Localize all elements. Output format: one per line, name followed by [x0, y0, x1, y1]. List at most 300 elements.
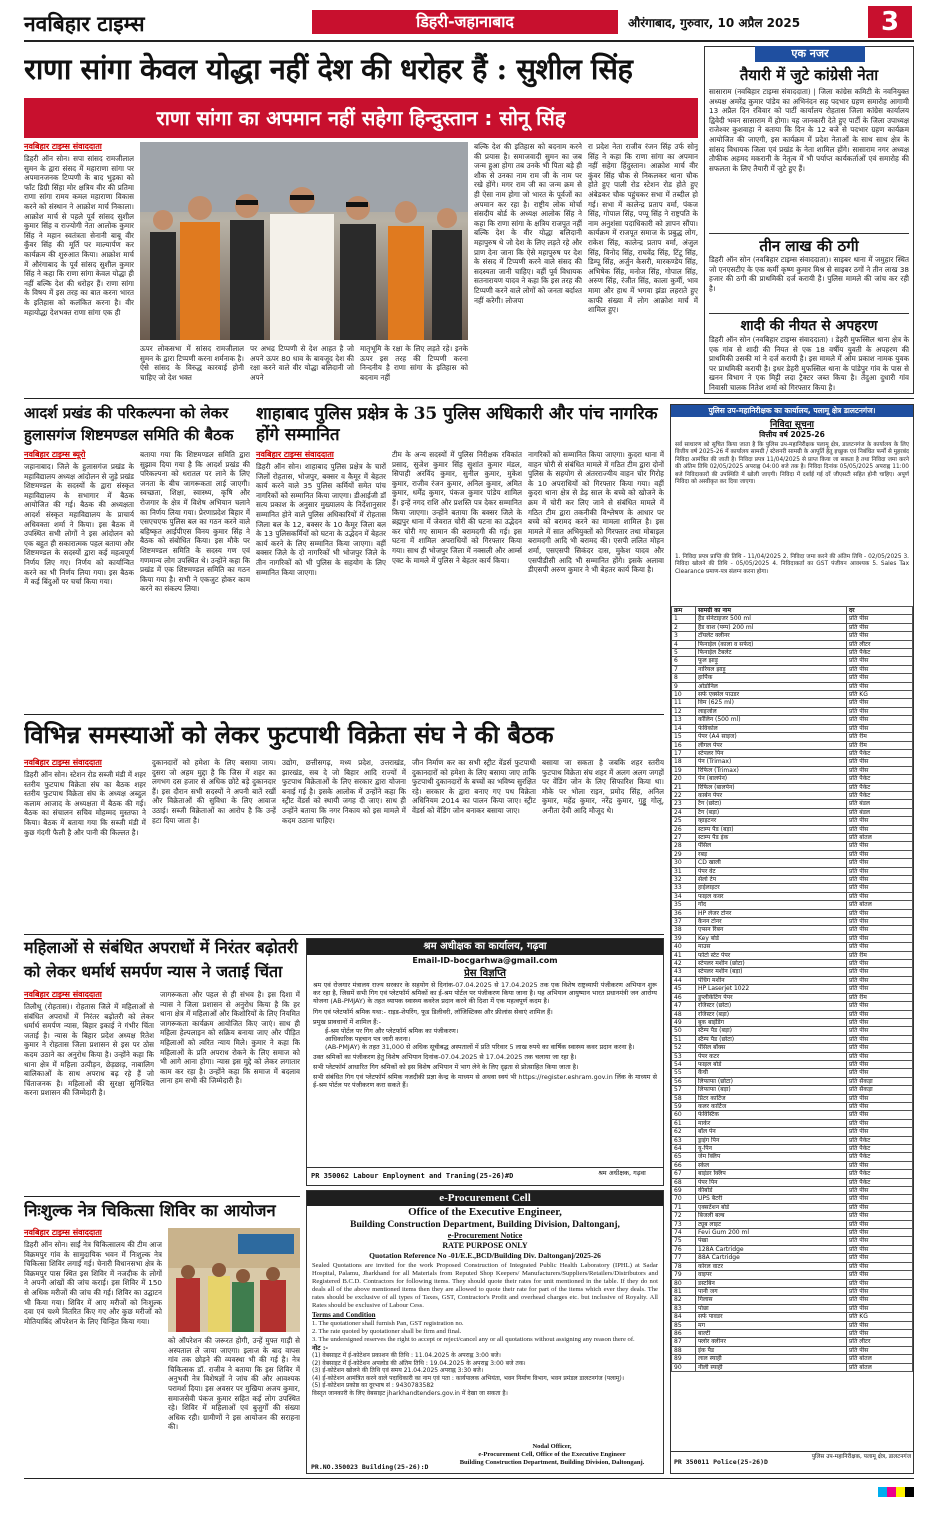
vendors-headline: विभिन्न समस्याओं को लेकर फुटपाथी विक्रेता संघ ने की बैठक	[24, 720, 554, 749]
tender-cell-rate: प्रति पीस	[847, 1321, 913, 1329]
tender-row	[672, 1069, 913, 1077]
tender-cell-sn: 17	[672, 749, 696, 757]
tender-row	[672, 976, 913, 984]
tender-cell-sn: 64	[672, 1145, 696, 1153]
tender-row	[672, 1304, 913, 1312]
eye-col-1: डिहरी ऑन सोन। साईं नेत्र चिकित्सालय की टीम आज विक्रमपुर गांव के सामुदायिक भवन में निःशुल्क नेत्र चिकित्सा शिविर लगाई गई। चेनारी विधानसभा क्षेत्र के विक्रमपुर पास स्थित इस शिविर में नजदीक के लोगों ने अपनी आंखों की जांच कराई। इस शिविर में 150 से अधिक मरीजों की जांच की गई। शिविर का उद्घाटन भी किया गया। शिविर में आए मरीजों को निःशुल्क दवा एवं चश्मे वितरित किए गए और कुछ मरीजों को मोतियाबिंद ऑपरेशन के लिए चिन्हित किया गया।	[24, 1240, 162, 1326]
tender-cell-item: पेन (बालपेन)	[696, 775, 847, 783]
tender-cell-sn: 70	[672, 1195, 696, 1203]
shaadi-text: डिहरी ऑन सोन (नवबिहार टाइम्स संवाददाता) । डेहरी मुफस्सिल थाना क्षेत्र के एक गांव से शादी की नियत से एक 18 वर्षीय युवती के अपहरण की प्राथमिकी उसकी मां ने दर्ज करायी है। इस मामले में ओम प्रकाश नामक युवक पर प्राथमिकी करायी है। इधर डेहरी मुफस्सिल थाना के पांडेपुर गांव के पास से खनन विभाग ने एक मिट्टी लदा ट्रैक्टर जब्त किया है। तेंदुआ दुधारी गांव निवासी चालक नितेश शर्मा को गिरफ्तार किया है।	[709, 335, 909, 391]
tender-cell-item: फिनाईल (काला व सफेद)	[696, 640, 847, 648]
tender-cell-item: कैंची	[696, 1069, 847, 1077]
tender-cell-item: सर्फ पावडर	[696, 1313, 847, 1321]
tender-cell-rate: प्रति पीस	[847, 1195, 913, 1203]
tender-cell-sn: 86	[672, 1329, 696, 1337]
tender-row	[672, 1086, 913, 1094]
tender-cell-item: UPS बैटरी	[696, 1195, 847, 1203]
tender-row	[672, 682, 913, 690]
main-below-photo-c: मातृभूमि के रक्षा के लिए लड़ते रहे। इनके ऊपर इस तरह की टिप्पणी करना निन्दनीय है राणा सांगा के इतिहास को बदनाम नहीं	[360, 344, 468, 382]
tender-cell-sn: 6	[672, 657, 696, 665]
tender-cell-sn: 5	[672, 649, 696, 657]
labour-pr-no: PR 350062 Labour Employment and Traning(25-26)#D	[311, 1172, 514, 1180]
tender-cell-sn: 25	[672, 817, 696, 825]
adarsh-head-1: आदर्श प्रखंड की परिकल्पना को लेकर	[24, 404, 229, 422]
tender-cell-item: पेंसिल	[696, 842, 847, 850]
tender-cell-rate: प्रति KG	[847, 691, 913, 699]
vendors-col-1: डिहरी ऑन सोन। स्टेशन रोड सब्जी मंडी में शहर स्तरीय फुटपाथ विक्रेता संघ का बैठक शहर स्तरीय फुटपाथ विक्रेता संघ के अध्यक्ष अब्दुल कलाम आजाद के अध्यक्षता में बैठक की गई। बैठक का संचालन सचिव मोहम्मद मुस्तफा ने किया। बैठक में बताया गया कि सब्जी मंडी में कुछ गंदगी फैली है और पानी की किल्लत है।	[24, 770, 146, 837]
police-byline: नवबिहार टाइम्स संवाददाता	[256, 450, 334, 459]
tender-cell-item: इंक पैड	[696, 1346, 847, 1354]
rally-photo-illustration	[140, 142, 468, 340]
tender-cell-item: बाइंडर क्लिप	[696, 1170, 847, 1178]
tender-cell-sn: 41	[672, 951, 696, 959]
tender-row	[672, 1002, 913, 1010]
tender-cell-item: गिलास	[696, 1296, 847, 1304]
tender-cell-rate: प्रति पीस	[847, 1035, 913, 1043]
tender-cell-rate: प्रति बोतल	[847, 1355, 913, 1363]
police-col-1: डिहरी ऑन सोन। शाहाबाद पुलिस प्रक्षेत्र के चारों जिलों रोहतास, भोजपुर, बक्सर व कैमूर में बेहतर कार्य करने वाले 35 पुलिस कर्मियों समेत पांच नागरिकों को सम्मानित किया जाएगा। डीआईजी डॉ सत्य प्रकाश के अनुसार मुख्यालय के निर्देशानुसार सम्मानित होने वाले पुलिस अधिकारियों में रोहतास जिला बल के 12, बक्सर के 10 कैमूर जिला बल के 13 पुलिसकर्मियों को घटना के उद्भेदन में बेहतर कार्य करने के लिए सम्मानित किया जाएगा। वहीं बक्सर जिले के दो नागरिकों भी भोजपुर जिले के तीन नागरिकों को भी पुलिस के सहयोग के लिए सम्मानित किया जाएगा।	[256, 462, 386, 577]
tender-cell-sn: 37	[672, 918, 696, 926]
tender-cell-sn: 59	[672, 1102, 696, 1110]
tender-cell-sn: 83	[672, 1304, 696, 1312]
tender-cell-rate: प्रति पीस	[847, 1069, 913, 1077]
tender-cell-item: पोछा	[696, 1304, 847, 1312]
tender-cell-rate: प्रति पीस	[847, 1052, 913, 1060]
tender-row	[672, 808, 913, 816]
rule-above-vendors	[24, 714, 664, 715]
tender-cell-item: पेपर (A4 साइज)	[696, 733, 847, 741]
tender-row	[672, 775, 913, 783]
tender-cell-rate: प्रति पीस	[847, 884, 913, 892]
tender-cell-item: Key बोर्ड	[696, 934, 847, 942]
tender-cell-item: पंखा	[696, 1237, 847, 1245]
tender-cell-rate: प्रति पीस	[847, 1271, 913, 1279]
tender-cell-item: स्टाम्प पैड (बड़ा)	[696, 825, 847, 833]
tender-cell-item: पंचिंग मशीन	[696, 976, 847, 984]
eye-camp-photo	[168, 1228, 300, 1332]
tender-cell-sn: 24	[672, 808, 696, 816]
tender-cell-sn: 14	[672, 724, 696, 732]
tender-row	[672, 943, 913, 951]
tender-cell-item: पेंसिल बॉक्स	[696, 1044, 847, 1052]
tender-cell-sn: 60	[672, 1111, 696, 1119]
tender-cell-item: कोरल वाटर	[696, 1262, 847, 1270]
eproc-note-head: नोट :-	[312, 1344, 329, 1352]
eproc-term-3: 3. The undersigned reserves the right to accept or reject/cancel any or all quotations without assigning any reason there of.	[312, 1336, 635, 1343]
tender-cell-item: रिफिल (बालपेन)	[696, 783, 847, 791]
tender-cell-sn: 51	[672, 1035, 696, 1043]
tender-col-sn: क्रम	[672, 607, 696, 615]
tender-cell-sn: 74	[672, 1229, 696, 1237]
tender-row	[672, 1254, 913, 1262]
eproc-cell-bar	[307, 1191, 663, 1206]
labour-footer	[307, 1167, 663, 1185]
labour-sign: श्रम अधीक्षक, गढ़वा	[598, 1169, 646, 1177]
tender-cell-sn: 35	[672, 901, 696, 909]
tender-cell-item: माउस	[696, 943, 847, 951]
tender-cell-sn: 44	[672, 976, 696, 984]
tender-row	[672, 1363, 913, 1371]
tender-cell-rate: प्रति पीस	[847, 665, 913, 673]
tender-cell-rate: प्रति रीम	[847, 741, 913, 749]
tender-cell-rate: प्रति पैकेट	[847, 775, 913, 783]
tender-cell-rate: प्रति पैकेट	[847, 649, 913, 657]
tender-cell-item: 128A Cartridge	[696, 1245, 847, 1253]
cyan-mark	[878, 1487, 887, 1497]
tender-cell-rate: प्रति बंडल	[847, 808, 913, 816]
tender-row	[672, 758, 913, 766]
tender-row	[672, 1136, 913, 1144]
tender-cell-rate: प्रति पैकेट	[847, 1178, 913, 1186]
tender-cell-item: लिफाफा (छोटा)	[696, 1077, 847, 1085]
tender-cell-rate: प्रति पीस	[847, 632, 913, 640]
tender-cell-sn: 55	[672, 1069, 696, 1077]
tender-cell-sn: 45	[672, 985, 696, 993]
labour-para-4: उक्त श्रमिकों का पंजीकरण हेतु विशेष अभियान दिनांक-07.04.2025 से 17.04.2025 तक चलाया जा रहा है।	[313, 1052, 577, 1061]
tender-body: सर्व साधारण को सूचित किया जाता है कि पुलिस उप-महानिरीक्षक पलामू क्षेत्र, डालटनगंज के कार्यालय के लिए वित्तीय वर्ष 2025-26 में कार्यालय सामग्री / स्टेशनरी सामग्री के आपूर्ति हेतु इच्छुक एवं निबंधित फर्मों से मुहरबंद निविदा आमंत्रित की जाती है। निविदा प्रपत्र 11/04/2025 से प्राप्त किया जा सकता है तथा निविदा जमा करने की अंतिम तिथि 02/05/2025 अपराह्न 04:00 बजे तक है। निविदा दिनांक 05/05/2025 अपराह्न 11:00 बजे निविदाकारों की उपस्थिति में खोली जाएगी। निविदा में दर्शाई गई दरें जीएसटी सहित होनी चाहिए। अपूर्ण निविदा को अस्वीकृत कर दिया जाएगा।	[675, 442, 909, 486]
women-byline: नवबिहार टाइम्स संवाददाता	[24, 990, 102, 999]
women-col-2: जागरूकता और पहल से ही संभव है। इस दिशा में न्यास ने जिला प्रशासन से अनुरोध किया है कि हर थाना क्षेत्र में महिलाओं और किशोरियों के लिए नियमित जागरूकता कार्यक्रम आयोजित किए जाएं। साथ ही महिला हेल्पलाइन को सक्रिय बनाया जाए और पीड़ित महिलाओं को त्वरित न्याय मिले। कुमार ने कहा कि महिलाओं के प्रति अपराध रोकने के लिए समाज को भी आगे आना होगा। न्यास इस मुद्दे को लेकर लगातार काम कर रहा है। उन्होंने कहा कि समाज में बदलाव लाना हम सभी की जिम्मेदारी है।	[160, 990, 300, 1086]
tender-cell-sn: 87	[672, 1338, 696, 1346]
tender-cell-rate: प्रति पीस	[847, 825, 913, 833]
tender-cell-sn: 1	[672, 615, 696, 623]
tender-row	[672, 766, 913, 774]
women-col-1: तिलौथू (रोहतास)। रोहतास जिले में महिलाओं से संबंधित अपराधों में निरंतर बढ़ोतरी को लेकर धर्मार्थ समर्पण न्यास, बिहार इकाई ने गंभीर चिंता जताई है। न्यास के बिहार प्रदेश अध्यक्ष रितेश कुमार ने रोहतास जिला प्रशासन से इस पर ठोस कदम उठाने का अनुरोध किया है। उन्होंने कहा कि थाना क्षेत्र में महिला उत्पीड़न, छेड़छाड़, नाबालिग बालिकाओं के साथ अपराध बढ़ रहे हैं जो चिंताजनक है। महिलाओं की सुरक्षा सुनिश्चित करना प्रशासन की जिम्मेदारी है।	[24, 1002, 154, 1098]
tender-row	[672, 1220, 913, 1228]
tender-cell-rate: प्रति पीस	[847, 1212, 913, 1220]
tender-cell-item: डुप्लीकेटिंग पेपर	[696, 993, 847, 1001]
tender-row	[672, 699, 913, 707]
tender-cell-rate: प्रति पीस	[847, 842, 913, 850]
tender-cell-item: जेम क्लिप	[696, 1153, 847, 1161]
tender-cell-item: यू-पिन	[696, 1145, 847, 1153]
tender-cell-sn: 27	[672, 833, 696, 841]
tender-cell-sn: 84	[672, 1313, 696, 1321]
tender-row	[672, 1296, 913, 1304]
tender-cell-item: टैग (छोटा)	[696, 800, 847, 808]
tender-footer	[671, 1451, 913, 1473]
tender-cell-sn: 19	[672, 766, 696, 774]
tender-row	[672, 716, 913, 724]
tender-cell-item: गोंद	[696, 901, 847, 909]
tender-row	[672, 1128, 913, 1136]
tender-row	[672, 1338, 913, 1346]
tender-row	[672, 623, 913, 631]
police-headline: शाहाबाद पुलिस प्रक्षेत्र के 35 पुलिस अधिकारी और पांच नागरिक होंगे सम्मानित	[256, 404, 658, 445]
tender-cell-rate: प्रति पीस	[847, 1111, 913, 1119]
tender-cell-sn: 54	[672, 1060, 696, 1068]
tender-cell-rate: प्रति रीम	[847, 951, 913, 959]
tender-cell-sn: 12	[672, 707, 696, 715]
tender-row	[672, 867, 913, 875]
labour-para-3: प्रमुख प्रावधानों में शामिल हैं:-	[313, 1017, 381, 1026]
vendors-byline: नवबिहार टाइम्स संवाददाता	[24, 758, 102, 767]
tender-row	[672, 892, 913, 900]
eproc-term-2: 2. The rate quoted by quotationer shall be firm and final.	[312, 1328, 462, 1335]
congress-text: सासाराम (नवबिहार टाइम्स संवाददाता) | जिला कांग्रेस कमिटी के नवनियुक्त अध्यक्ष अमरेंद्र कुमार पांडेय का अभिनंदन सह पदभार ग्रहण समारोह आगामी 13 अप्रैल दिन रविवार को पार्टी कार्यालय रोहतास जिला कांग्रेस कार्यालय द्विवेदी भवन सासाराम में होगा। यह जानकारी देते हुए पार्टी के जिला उपाध्यक्ष राजेश्वर कुशवाहा ने बताया कि दिन के 12 बजे से पदभार ग्रहण कार्यक्रम आयोजित की जाएगी, इस कार्यक्रम में प्रदेश नेताओं के साथ साथ क्षेत्र के सांसद विधायक जिला एवं प्रखंड के नेता शामिल होंगे। सासाराम नगर अध्यक्ष तौफीक अहमद मकरानी के नेतृत्व में भी पर्याप्त कार्यकर्ताओं एवं समारोह की सफलता के लिए तैयारी में जुटे हुए हैं।	[709, 87, 909, 173]
section-name: डिहरी-जहानाबाद	[416, 12, 514, 31]
tender-cell-sn: 3	[672, 632, 696, 640]
tender-cell-item: ट्यूब लाइट	[696, 1220, 847, 1228]
tender-cell-item: पेन (Trimax)	[696, 758, 847, 766]
tender-row	[672, 960, 913, 968]
tender-cell-sn: 32	[672, 876, 696, 884]
tender-cell-item: स्टेपलर मशीन (छोटा)	[696, 960, 847, 968]
labour-office-bar	[307, 939, 663, 955]
tender-cell-rate: प्रति पीस	[847, 1296, 913, 1304]
tender-row	[672, 909, 913, 917]
tender-cell-item: लाल स्याही	[696, 1355, 847, 1363]
tender-row	[672, 884, 913, 892]
tender-row	[672, 833, 913, 841]
tender-cell-rate: प्रति पीस	[847, 1279, 913, 1287]
tender-row	[672, 1313, 913, 1321]
tender-cell-sn: 43	[672, 968, 696, 976]
eproc-note-2: (2) वेबसाइट में ई-कोटेशन अपलोड की अंतिम तिथि : 19.04.2025 के अपराह्न 3:00 बजे तक।	[312, 1359, 526, 1367]
tender-cell-sn: 36	[672, 909, 696, 917]
tender-row	[672, 1245, 913, 1253]
police-col-2: टीम के अन्य सदस्यों में पुलिस निरीक्षक रविकांत प्रसाद, सुजेश कुमार सिंह सुशांत कुमार मंडल, सिपाही अरविंद कुमार, सुनील कुमार, मुकेश कुमार, राजीव रंजन कुमार, अनिल कुमार, अमित कुमार, धर्मेंद्र कुमार, पंकज कुमार पांडेय शामिल हैं। इन्हें नगद राशि और प्रशस्ति पत्र देकर सम्मानित किया जाएगा। उन्होंने बताया कि बक्सर जिले के ब्रह्मपुर थाना में जेवरात चोरी की घटना का उद्भेदन कर चोरी गए सामान की बरामदगी की गई। इस घटना में शामिल अपराधियों को गिरफ्तार किया गया। साथ ही भोजपुर जिला में नक्सली और आर्म्स एक्ट के मामले में पुलिस ने बेहतर कार्य किया।	[392, 450, 522, 565]
tender-row	[672, 1237, 913, 1245]
vendors-col-5: बसाया जा सकता है जबकि शहर स्तरीय फुटपाथ विक्रेता संघ शहर में अलग अलग जगहों पर वेंडिंग जोन के लिए सिफारिश किया था। मौके पर भोला राइन, प्रमोद सिंह, अनिल कुमार, महेंद्र कुमार, नरेंद्र कुमार, गुड्डू गोलू, अनीता देवी आदि मौजूद थे।	[542, 758, 664, 815]
tender-row	[672, 665, 913, 673]
magenta-mark	[887, 1487, 896, 1497]
tender-cell-sn: 85	[672, 1321, 696, 1329]
tender-cell-sn: 31	[672, 867, 696, 875]
tender-row	[672, 968, 913, 976]
tender-cell-item: पेपर वेट	[696, 867, 847, 875]
tender-cell-rate: प्रति पीस	[847, 909, 913, 917]
tender-cell-item: CD खाली	[696, 859, 847, 867]
tender-cell-item: स्टेपलर पिन	[696, 749, 847, 757]
tender-cell-rate: प्रति पीस	[847, 985, 913, 993]
tender-cell-rate: प्रति पीस	[847, 1018, 913, 1026]
tender-cell-item: फूल झाड़ू	[696, 657, 847, 665]
tender-cell-sn: 22	[672, 791, 696, 799]
tender-col-rate: दर	[847, 607, 913, 615]
tender-cell-item: फोटो स्टेट पेपर	[696, 951, 847, 959]
tender-cell-sn: 7	[672, 665, 696, 673]
tender-cell-rate: प्रति बोतल	[847, 901, 913, 909]
tender-cell-sn: 71	[672, 1203, 696, 1211]
congress-head: तैयारी में जुटे कांग्रेसी नेता	[739, 66, 879, 84]
tender-cell-sn: 68	[672, 1178, 696, 1186]
tender-row	[672, 1161, 913, 1169]
tender-cell-sn: 10	[672, 691, 696, 699]
tender-row	[672, 926, 913, 934]
tender-cell-sn: 26	[672, 825, 696, 833]
tender-row	[672, 859, 913, 867]
tender-cell-item: टॉयलेट क्लीनर	[696, 632, 847, 640]
masthead-rule	[24, 40, 914, 42]
eproc-note-3: (3) ई-कोटेशन खोलने की तिथि एवं समय 21.04.2025 अपराह्न 3:30 बजे।	[312, 1367, 484, 1375]
tender-cell-item: फाइल कवर	[696, 892, 847, 900]
tender-cell-sn: 75	[672, 1237, 696, 1245]
labour-para-6: सभी संबंधित गिग एवं प्लेटफॉर्म श्रमिक नजदीकी प्रज्ञा केन्द्र के माध्यम से अथवा स्वयं भी https://register.eshram.gov.in लिंक के माध्यम से ई-श्रम पोर्टल पर पंजीकरण करा सकते हैं।	[313, 1073, 657, 1090]
tender-cell-sn: 80	[672, 1279, 696, 1287]
tender-row	[672, 707, 913, 715]
tender-cell-sn: 33	[672, 884, 696, 892]
tender-cell-rate: प्रति पीस	[847, 699, 913, 707]
tender-cell-item: सेलो टेप	[696, 876, 847, 884]
tender-row	[672, 1035, 913, 1043]
tender-cell-sn: 20	[672, 775, 696, 783]
tender-cell-rate: प्रति सैकड़ा	[847, 1077, 913, 1085]
eproc-notice	[306, 1190, 664, 1474]
tender-cell-item: लीगल पेपर	[696, 741, 847, 749]
tender-row	[672, 842, 913, 850]
labour-bullet-3: (AB-PMJAY) के तहत 31,000 से अधिक सूचीबद्ध अस्पतालों में प्रति परिवार 5 लाख रुपये का वार्षिक स्वास्थ्य कवर प्रदान करना है।	[325, 1043, 635, 1052]
tender-table-header	[672, 607, 913, 615]
tender-cell-rate: प्रति पीस	[847, 1060, 913, 1068]
tender-cell-sn: 21	[672, 783, 696, 791]
tender-row	[672, 1153, 913, 1161]
eproc-term-1: 1. The quotationer shall furnish Pan, GST registration no.	[312, 1320, 464, 1327]
labour-bullet-1: ई-श्रम पोर्टल पर गिग और प्लेटफॉर्म श्रमिक का पंजीकरण।	[325, 1027, 459, 1036]
tender-row	[672, 1027, 913, 1035]
tender-row	[672, 1178, 913, 1186]
tender-cell-sn: 82	[672, 1296, 696, 1304]
eproc-note-4: (4) ई-कोटेशन आमंत्रित करने वाले पदाधिकारी का नाम एवं पता : कार्यपालक अभियंता, भवन निर्माण विभाग, भवन प्रमंडल डालटनगंज (पलामू)।	[312, 1374, 625, 1382]
tender-cell-sn: 9	[672, 682, 696, 690]
tender-cell-sn: 47	[672, 1002, 696, 1010]
rule-under-main	[24, 398, 914, 399]
tender-row	[672, 783, 913, 791]
tender-cell-rate: प्रति पीस	[847, 960, 913, 968]
tender-cell-sn: 8	[672, 674, 696, 682]
tender-row	[672, 934, 913, 942]
tender-cell-sn: 16	[672, 741, 696, 749]
tender-cell-rate: प्रति पीस	[847, 1102, 913, 1110]
tender-cell-rate: प्रति रीम	[847, 733, 913, 741]
tender-cell-sn: 67	[672, 1170, 696, 1178]
main-byline: नवबिहार टाइम्स संवाददाता	[24, 142, 102, 151]
tender-cell-sn: 29	[672, 850, 696, 858]
tender-row	[672, 1010, 913, 1018]
tender-cell-sn: 48	[672, 1010, 696, 1018]
tender-cell-sn: 30	[672, 859, 696, 867]
tender-row	[672, 1094, 913, 1102]
main-headline: राणा सांगा केवल योद्धा नहीं देश की धरोहर हैं : सुशील सिंह	[24, 52, 633, 86]
tender-cell-rate: प्रति पीस	[847, 1245, 913, 1253]
tender-cell-rate: प्रति पीस	[847, 758, 913, 766]
tender-cell-item: कैनन टोनर	[696, 918, 847, 926]
eproc-note-5: (5) ई-कोटेशन प्रकोष्ठ का दूरभाष सं : 9430783582	[312, 1382, 434, 1390]
main-photo	[140, 142, 468, 340]
tender-cell-sn: 65	[672, 1153, 696, 1161]
eproc-body: Sealed Quotations are invited for the work Proposed Construction of Integrated Public Health Laboratory (IPHL) at Sadar Hospital, Palamu, Jharkhand for all Materials from Reputed Shop Keepers/ Manufacturers/Suppliers/Retailers/Distributors and Registered B.C.D. Contractors for following items. They should quote their rates for unit mentioned in the table. If they do not deals all of the above mentioned items then they are allowed to quote their rate for part of the items which ever they deals. The rates should be exclusive of all types of Taxes, GST, Contractor's Profit and overhead charges etc. but inclusive of Royalty. All Rates should be exclusive of Labour Cess.	[312, 1262, 658, 1309]
tender-row	[672, 1077, 913, 1085]
tender-cell-item: स्टैम्प पैड (छोटा)	[696, 1035, 847, 1043]
labour-press-title: प्रेस विज्ञप्ति	[464, 968, 506, 979]
ek-nazar-label-bar	[755, 46, 865, 62]
tender-row	[672, 640, 913, 648]
vendors-col-4: जीन निर्माण कर का सभी स्ट्रीट वेंडर्स फुटपाथी दुकानदारों को हमेशा के लिए बसाया जाए ताकि फुटपाथी दुकानदारों के बच्चों का भविष्य सुरक्षित रहे। सरकार के द्वारा बनाए गए पथ विक्रेता अधिनियम 2014 का पालन किया जाए। स्ट्रीट वेंडर्स को वेंडिंग जोन बनाकर बसाया जाए।	[412, 758, 536, 815]
tender-row	[672, 1052, 913, 1060]
tender-title: निविदा सूचना	[769, 420, 815, 430]
tender-cell-rate: प्रति पैकेट	[847, 791, 913, 799]
tender-cell-rate: प्रति पैकेट	[847, 749, 913, 757]
ek-nazar-label: एक नजर	[791, 47, 829, 60]
tender-cell-rate: प्रति KG	[847, 1313, 913, 1321]
tender-row	[672, 1044, 913, 1052]
tender-cell-rate: प्रति पैकेट	[847, 1136, 913, 1144]
eproc-cell: e-Procurement Cell	[439, 1192, 531, 1204]
tender-cell-rate: प्रति पीस	[847, 716, 913, 724]
tender-cell-item: स्टैम्प पैड (बड़ा)	[696, 1027, 847, 1035]
tender-row	[672, 1321, 913, 1329]
tender-cell-rate: प्रति पीस	[847, 1254, 913, 1262]
tender-cell-item: HP लेजर टोनर	[696, 909, 847, 917]
tender-row	[672, 632, 913, 640]
tender-conditions: 1. निविदा प्रपत्र प्राप्ति की तिथि - 11/04/2025 2. निविदा जमा करने की अंतिम तिथि - 02/05/2025 3. निविदा खोलने की तिथि - 05/05/2025 4. निविदाकर्ता का GST पंजीयन आवश्यक 5. Sales Tax Clearance प्रमाण-पत्र संलग्न करना होगा।	[675, 554, 909, 575]
eye-headline: निःशुल्क नेत्र चिकित्सा शिविर का आयोजन	[24, 1201, 276, 1220]
tender-cell-sn: 72	[672, 1212, 696, 1220]
tender-cell-rate: प्रति पीस	[847, 657, 913, 665]
tender-cell-rate: प्रति पीस	[847, 1027, 913, 1035]
tender-row	[672, 1195, 913, 1203]
black-mark	[905, 1487, 914, 1497]
tender-cell-rate: प्रति पीस	[847, 1237, 913, 1245]
main-col-right-1: बल्कि देश की इतिहास को बदनाम करने की प्रयास है। समाजवादी सुमन का जब जन्म हुआ होगा तब उनके भी पिता बड़े ही शौक से उनका नाम राम जी के नाम पर रखे होंगे। मगर राम जी का जन्म क्रम से ही ऐसा नाम होगा जो भारत के पूर्वजों का अपमान कर रहा है। राष्ट्रीय लोक मोर्चा संसदीय बोर्ड के अध्यक्ष आलोक सिंह ने कहा कि राणा सांगा के क्षत्रिय राजपूत नहीं बल्कि देश के वीर योद्धा बलिदानी महापुरुष थे जो देश के लिए लड़ते रहे और प्राण देना जाना कि ऐसे महापुरुष पर देश के संसद में टिप्पणी करने वाले संसद की सदस्यता जानी चाहिए। वहीं पूर्व विधायक सतनारायण यादव ने कहा कि इस तरह की टिप्पणी करने वाले लोगों को जनता बर्दाश्त नहीं करेगी। लोजपा	[474, 142, 582, 305]
tender-cell-item: फेविकोल	[696, 724, 847, 732]
tender-cell-rate: प्रति बोतल	[847, 833, 913, 841]
tender-cell-rate: प्रति पीस	[847, 876, 913, 884]
tender-cell-item: फ्लोर क्लीनर	[696, 1338, 847, 1346]
vendors-col-2: दुकानदारों को हमेशा के लिए बसाया जाय। दुसरा जो अहम मुद्दा है कि जिस में शहर का लगभग दस हजार से अधिक छोटे बड़े दुकानदार हैं। इस दौरान सभी सदस्यों ने अपनी बातें रखीं और विक्रेताओं की सुविधा के लिए आवाज उठाई। सब्जी विक्रेताओं का आरोप है कि उन्हें हटा दिया जाता है।	[152, 758, 276, 825]
eproc-ref: Quotation Reference No -01/E.E.,BCD/Building Div. Daltonganj/2025-26	[369, 1251, 601, 1260]
tender-cell-sn: 61	[672, 1119, 696, 1127]
tender-cell-sn: 42	[672, 960, 696, 968]
yellow-mark	[896, 1487, 905, 1497]
tender-cell-sn: 63	[672, 1136, 696, 1144]
tender-cell-rate: प्रति पीस	[847, 1346, 913, 1354]
tender-cell-item: Fevi Gum 200 ml	[696, 1229, 847, 1237]
tender-row	[672, 657, 913, 665]
tender-col-item: सामग्री का नाम	[696, 607, 847, 615]
tender-row	[672, 691, 913, 699]
tender-cell-item: एप्सन रिबन	[696, 926, 847, 934]
tender-cell-rate: प्रति पीस	[847, 859, 913, 867]
tender-row	[672, 993, 913, 1001]
tender-row	[672, 876, 913, 884]
tender-cell-sn: 78	[672, 1262, 696, 1270]
tender-cell-item: HP Laserjet 1022	[696, 985, 847, 993]
tender-year: वित्तीय वर्ष 2025-26	[759, 430, 825, 439]
tender-cell-rate: प्रति रीम	[847, 993, 913, 1001]
tender-cell-rate: प्रति पीस	[847, 817, 913, 825]
tender-cell-rate: प्रति पैकेट	[847, 1170, 913, 1178]
tender-cell-item: हैंड सेनेटाइजर 500 ml	[696, 615, 847, 623]
tender-cell-sn: 76	[672, 1245, 696, 1253]
tender-cell-item: ओडोनिल	[696, 682, 847, 690]
tender-cell-item: मार्कर	[696, 1119, 847, 1127]
main-col-right-2: रा प्रदेश नेता राजीव रंजन सिंह उर्फ सोनू सिंह ने कहा कि राणा सांगा का अपमान नहीं सहेगा हिंदुस्तान। आक्रोश मार्च वीर कुंवर सिंह चौक से निकलकर थाना चौक होते हुए पाली रोड स्टेशन रोड होते हुए अंबेडकर चौक पहुंचकर सभा में तब्दील हो गई। सभा में कालेन्द्र प्रताप वर्मा, पंकज सिंह, गोपाल सिंह, पप्पू सिंह ने राष्ट्रपति के नाम अनुशंसा पदाधिकारी को ज्ञापन सौंपा। कार्यक्रम में राजपूत समाज के प्रबुद्ध लोग, राकेश सिंह, कालेन्द्र प्रताप वर्मा, अंजुल सिंह, विनोद सिंह, राघवेंद्र सिंह, टिंटू सिंह, डिम्पू सिंह, अर्जुन केसरी, मारकण्डेय सिंह, अभिषेक सिंह, मनोज सिंह, गोपाल सिंह, अरुण सिंह, रंजीत सिंह, काला कुर्मी, भाव मामा और हाथ में भगवा झंडा लहराते हुए काफी संख्या में लोग आक्रोश मार्च में शामिल हुए।	[588, 142, 698, 315]
tender-cell-sn: 66	[672, 1161, 696, 1169]
tender-cell-item: एक्सटेंशन बोर्ड	[696, 1203, 847, 1211]
tender-pr-no: PR 350011 Police(25-26)D	[674, 1458, 768, 1466]
paper-name: नवबिहार टाइम्स	[24, 11, 145, 36]
tender-cell-rate: प्रति बोतल	[847, 1363, 913, 1371]
tender-cell-rate: प्रति पीस	[847, 1044, 913, 1052]
tender-cell-item: लिफाफा (बड़ा)	[696, 1086, 847, 1094]
eproc-site: विस्तृत जानकारी के लिए वेबसाइट jharkhandtenders.gov.in में देखा जा सकता है।	[312, 1389, 508, 1397]
ek-nazar-box	[704, 46, 914, 394]
tender-row	[672, 951, 913, 959]
main-below-photo-b: पर अभद्र टिप्पणी से देश आहत है जो अपने ऊपर 80 धाव के बावजूद देश की रक्षा करने वाले वीर योद्धा बलिदानी जो अपने	[250, 344, 354, 382]
adarsh-head-2: हुलासगंज शिष्टमण्डल समिति की बैठक	[24, 426, 234, 444]
tender-row	[672, 1145, 913, 1153]
